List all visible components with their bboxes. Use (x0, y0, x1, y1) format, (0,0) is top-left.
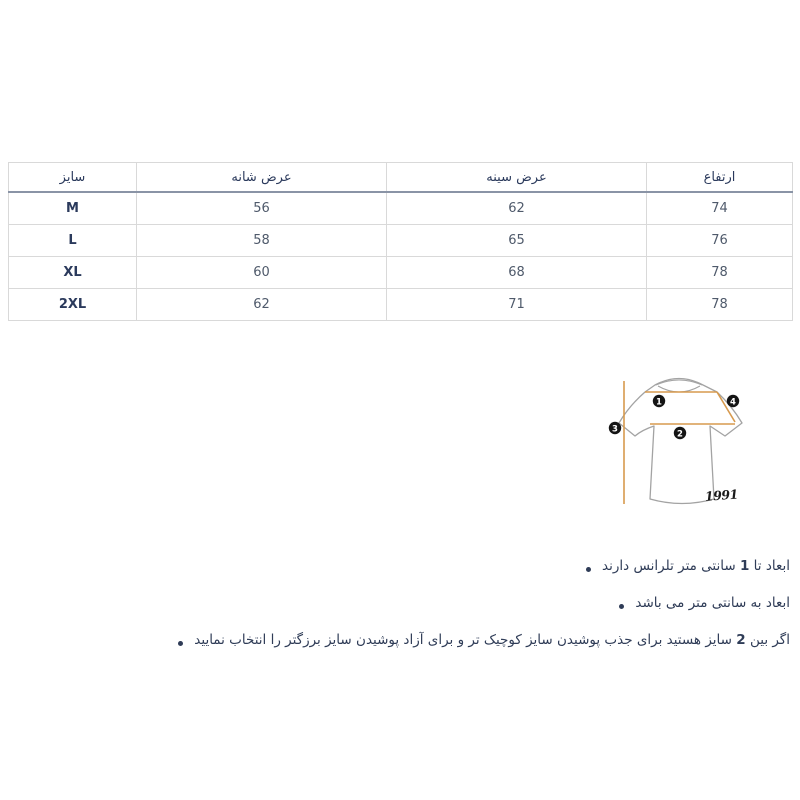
size-table (8, 162, 793, 321)
marker-3-label: 3 (612, 424, 618, 435)
marker-1-label: 1 (656, 397, 662, 408)
marker-height (609, 422, 621, 435)
header-shoulder-width: عرض شانه (137, 163, 387, 193)
note-tolerance (30, 556, 790, 576)
notes-list (30, 556, 790, 667)
table-row-xl (9, 257, 793, 289)
note-text: اگر بین 2 سایز هستید برای جذب پوشیدن سایز کوچیک تر و برای آزاد پوشیدن سایز برزگتر را انتخاب نمایید (194, 632, 790, 648)
marker-2-label: 2 (677, 429, 683, 440)
marker-sleeve (727, 395, 739, 408)
value-cell: 62 (387, 192, 647, 225)
value-cell: 74 (647, 192, 793, 225)
brand-logo-1991: 1991 (704, 486, 739, 504)
bullet-icon (619, 604, 624, 609)
table-row-m (9, 192, 793, 225)
value-cell: 62 (137, 289, 387, 321)
value-cell: 65 (387, 225, 647, 257)
header-height: ارتفاع (647, 163, 793, 193)
size-cell: XL (9, 257, 137, 289)
value-cell: 60 (137, 257, 387, 289)
marker-4-label: 4 (730, 397, 736, 408)
note-unit (30, 593, 790, 613)
note-text: ابعاد به سانتی متر می باشد (635, 595, 790, 611)
value-cell: 68 (387, 257, 647, 289)
note-between-sizes (30, 630, 790, 650)
value-cell: 58 (137, 225, 387, 257)
tshirt-outline (619, 379, 742, 504)
tshirt-diagram (597, 368, 757, 513)
bullet-icon (178, 641, 183, 646)
value-cell: 56 (137, 192, 387, 225)
value-cell: 76 (647, 225, 793, 257)
header-chest-width: عرض سینه (387, 163, 647, 193)
tshirt-diagram-svg (597, 368, 757, 513)
value-cell: 78 (647, 289, 793, 321)
marker-chest (674, 427, 686, 440)
note-text: ابعاد تا 1 سانتی متر تلرانس دارند (602, 558, 790, 574)
bullet-icon (586, 567, 591, 572)
header-size: سایز (9, 163, 137, 193)
size-cell: L (9, 225, 137, 257)
table-row-2xl (9, 289, 793, 321)
table-row-l (9, 225, 793, 257)
value-cell: 71 (387, 289, 647, 321)
value-cell: 78 (647, 257, 793, 289)
marker-shoulder (653, 395, 665, 408)
size-table-header-row (9, 163, 793, 193)
size-cell: M (9, 192, 137, 225)
size-cell: 2XL (9, 289, 137, 321)
